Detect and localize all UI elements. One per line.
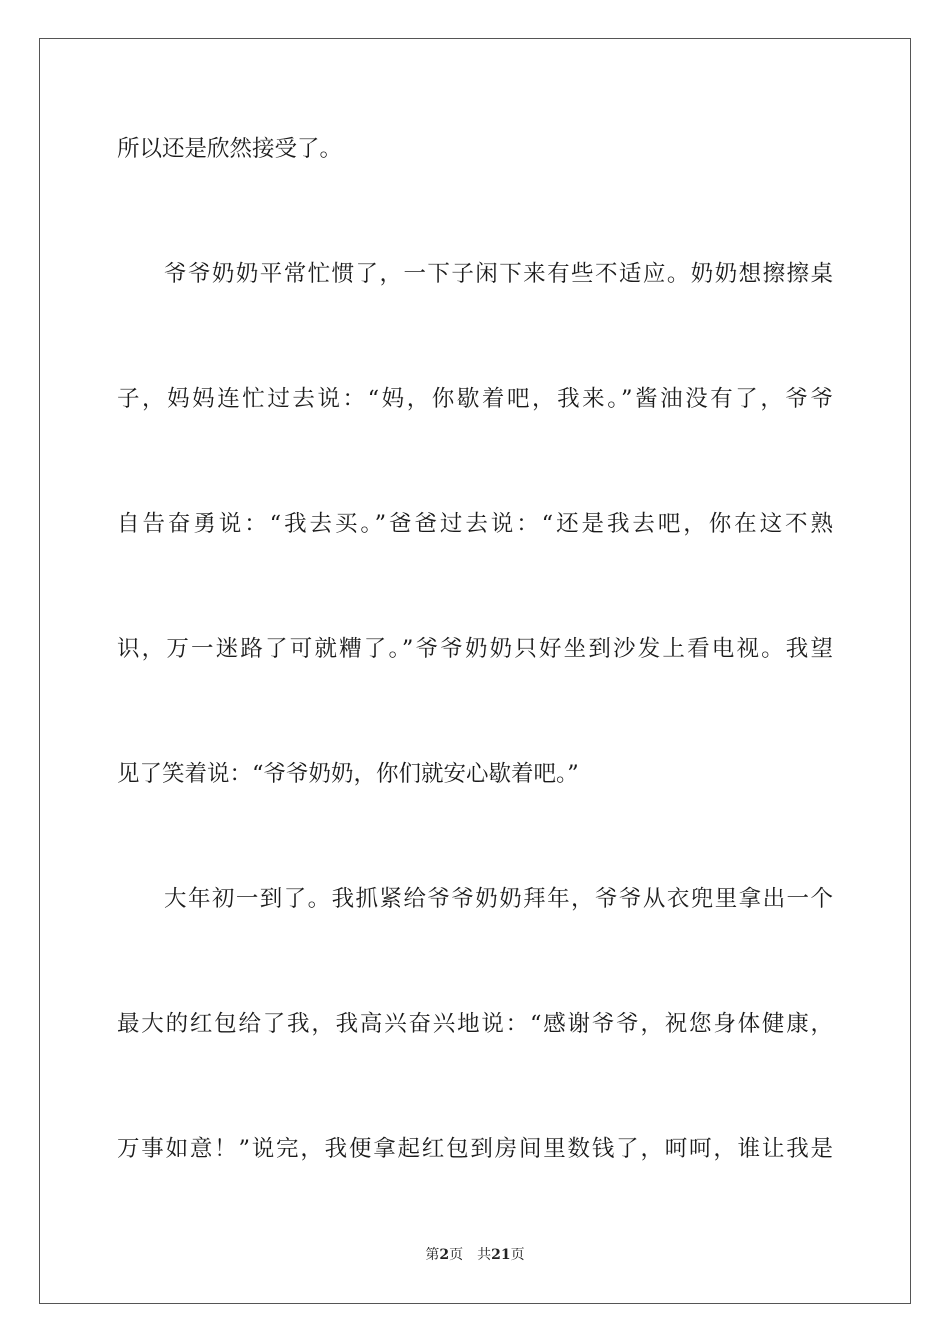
paragraph-first-line: 爷爷奶奶平常忙惯了，一下子闲下来有些不适应。奶奶想擦擦桌 bbox=[164, 261, 833, 287]
paragraph-first-line: 大年初一到了。我抓紧给爷爷奶奶拜年，爷爷从衣兜里拿出一个 bbox=[164, 886, 833, 912]
page-border bbox=[39, 38, 911, 1304]
text-line: 识，万一迷路了可就糟了。”爷爷奶奶只好坐到沙发上看电视。我望 bbox=[117, 636, 833, 662]
text-line: 见了笑着说：“爷爷奶奶，你们就安心歇着吧。” bbox=[117, 761, 579, 787]
text-line: 所以还是欣然接受了。 bbox=[117, 136, 343, 162]
text-line: 子，妈妈连忙过去说：“妈，你歇着吧，我来。”酱油没有了，爷爷 bbox=[117, 386, 833, 412]
page-number-label: 第2页 bbox=[425, 1247, 464, 1263]
total-pages-label: 共21页 bbox=[477, 1247, 525, 1263]
text-line: 最大的红包给了我，我高兴奋兴地说：“感谢爷爷，祝您身体健康， bbox=[117, 1011, 833, 1037]
text-line: 万事如意！”说完，我便拿起红包到房间里数钱了，呵呵，谁让我是 bbox=[117, 1136, 833, 1162]
text-line: 自告奋勇说：“我去买。”爸爸过去说：“还是我去吧，你在这不熟 bbox=[117, 511, 833, 537]
page-footer bbox=[0, 1246, 950, 1264]
